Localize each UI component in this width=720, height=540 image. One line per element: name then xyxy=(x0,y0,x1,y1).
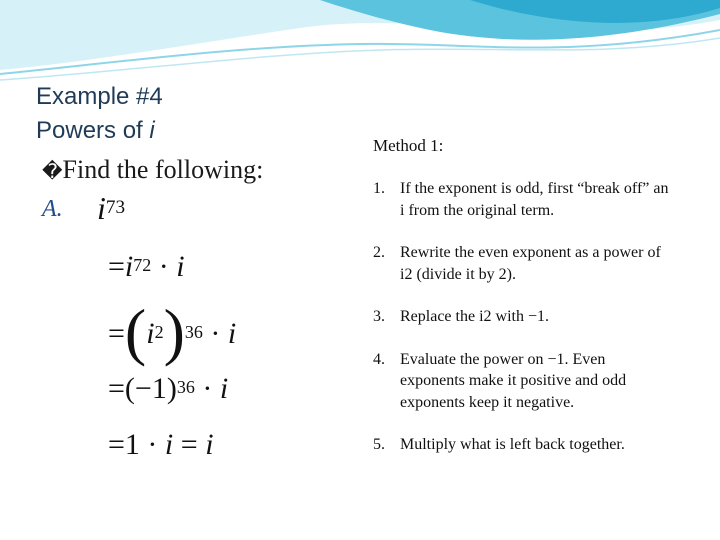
item-label: A. xyxy=(42,196,63,222)
title-line-2-prefix: Powers of xyxy=(36,117,150,144)
open-paren: ( xyxy=(124,296,147,367)
open-paren: ( xyxy=(124,372,135,405)
method-step xyxy=(373,349,673,414)
step-1-base: i xyxy=(124,250,134,283)
expression-i-73 xyxy=(97,190,125,227)
method-step xyxy=(373,178,673,221)
expression-base: i xyxy=(97,190,106,226)
step-4-rhs: i xyxy=(205,428,214,461)
slide-title xyxy=(36,80,163,148)
method-step-number: 2. xyxy=(373,244,385,261)
step-1-tail: i xyxy=(176,250,185,283)
equals-sign: = xyxy=(108,428,125,461)
method-step-text: If the exponent is odd, first “break off” an i from the original term. xyxy=(400,180,669,219)
step-2-outer-exponent: 36 xyxy=(184,321,203,342)
step-3-outer-exponent: 36 xyxy=(176,376,195,397)
method-step-text: Replace the i2 with −1. xyxy=(400,308,549,325)
method-step-number: 4. xyxy=(373,350,385,368)
step-line-2 xyxy=(108,296,237,367)
step-line-4 xyxy=(108,428,214,462)
bullet-find-following xyxy=(42,155,263,185)
method-step-text: Rewrite the even exponent as a power of i2 (divide it by 2). xyxy=(400,244,661,283)
dot-operator: · xyxy=(158,250,169,283)
step-line-3 xyxy=(108,372,228,406)
method-step-number: 3. xyxy=(373,308,385,325)
bullet-icon: � xyxy=(42,159,63,183)
title-line-2-var: i xyxy=(149,117,155,144)
method-title: Method 1: xyxy=(373,136,444,155)
dot-operator: · xyxy=(147,428,158,461)
method-step-number: 1. xyxy=(373,180,385,197)
step-1-exponent: 72 xyxy=(133,254,152,275)
close-paren: ) xyxy=(163,296,185,367)
method-step xyxy=(373,242,673,285)
step-4-mid: i xyxy=(164,428,174,461)
method-step xyxy=(373,306,673,328)
equals-sign: = xyxy=(108,317,125,350)
step-2-base: i xyxy=(146,317,155,350)
method-step-number: 5. xyxy=(373,436,385,453)
step-3-base: −1 xyxy=(134,372,167,405)
step-line-1 xyxy=(108,250,185,284)
method-step-text: Evaluate the power on −1. Even exponents make it positive and odd exponents keep it negative. xyxy=(400,350,627,411)
method-steps-list xyxy=(373,178,673,477)
bullet-text: Find the following: xyxy=(62,155,264,184)
close-paren: ) xyxy=(166,372,177,405)
title-line-2 xyxy=(36,114,163,148)
title-line-1: Example #4 xyxy=(36,83,163,110)
method-step xyxy=(373,434,673,456)
header-wave-decoration xyxy=(0,0,720,90)
step-2-tail: i xyxy=(227,317,237,350)
dot-operator: · xyxy=(202,372,213,405)
method-step-text: Multiply what is left back together. xyxy=(400,436,625,453)
step-2-inner-exponent: 2 xyxy=(154,321,164,342)
equals-sign-2: = xyxy=(180,428,198,461)
expression-exponent: 73 xyxy=(105,197,126,219)
dot-operator: · xyxy=(210,317,221,350)
equals-sign: = xyxy=(108,250,125,283)
step-4-lhs: 1 xyxy=(124,428,140,461)
step-3-tail: i xyxy=(219,372,229,405)
equals-sign: = xyxy=(108,372,125,405)
